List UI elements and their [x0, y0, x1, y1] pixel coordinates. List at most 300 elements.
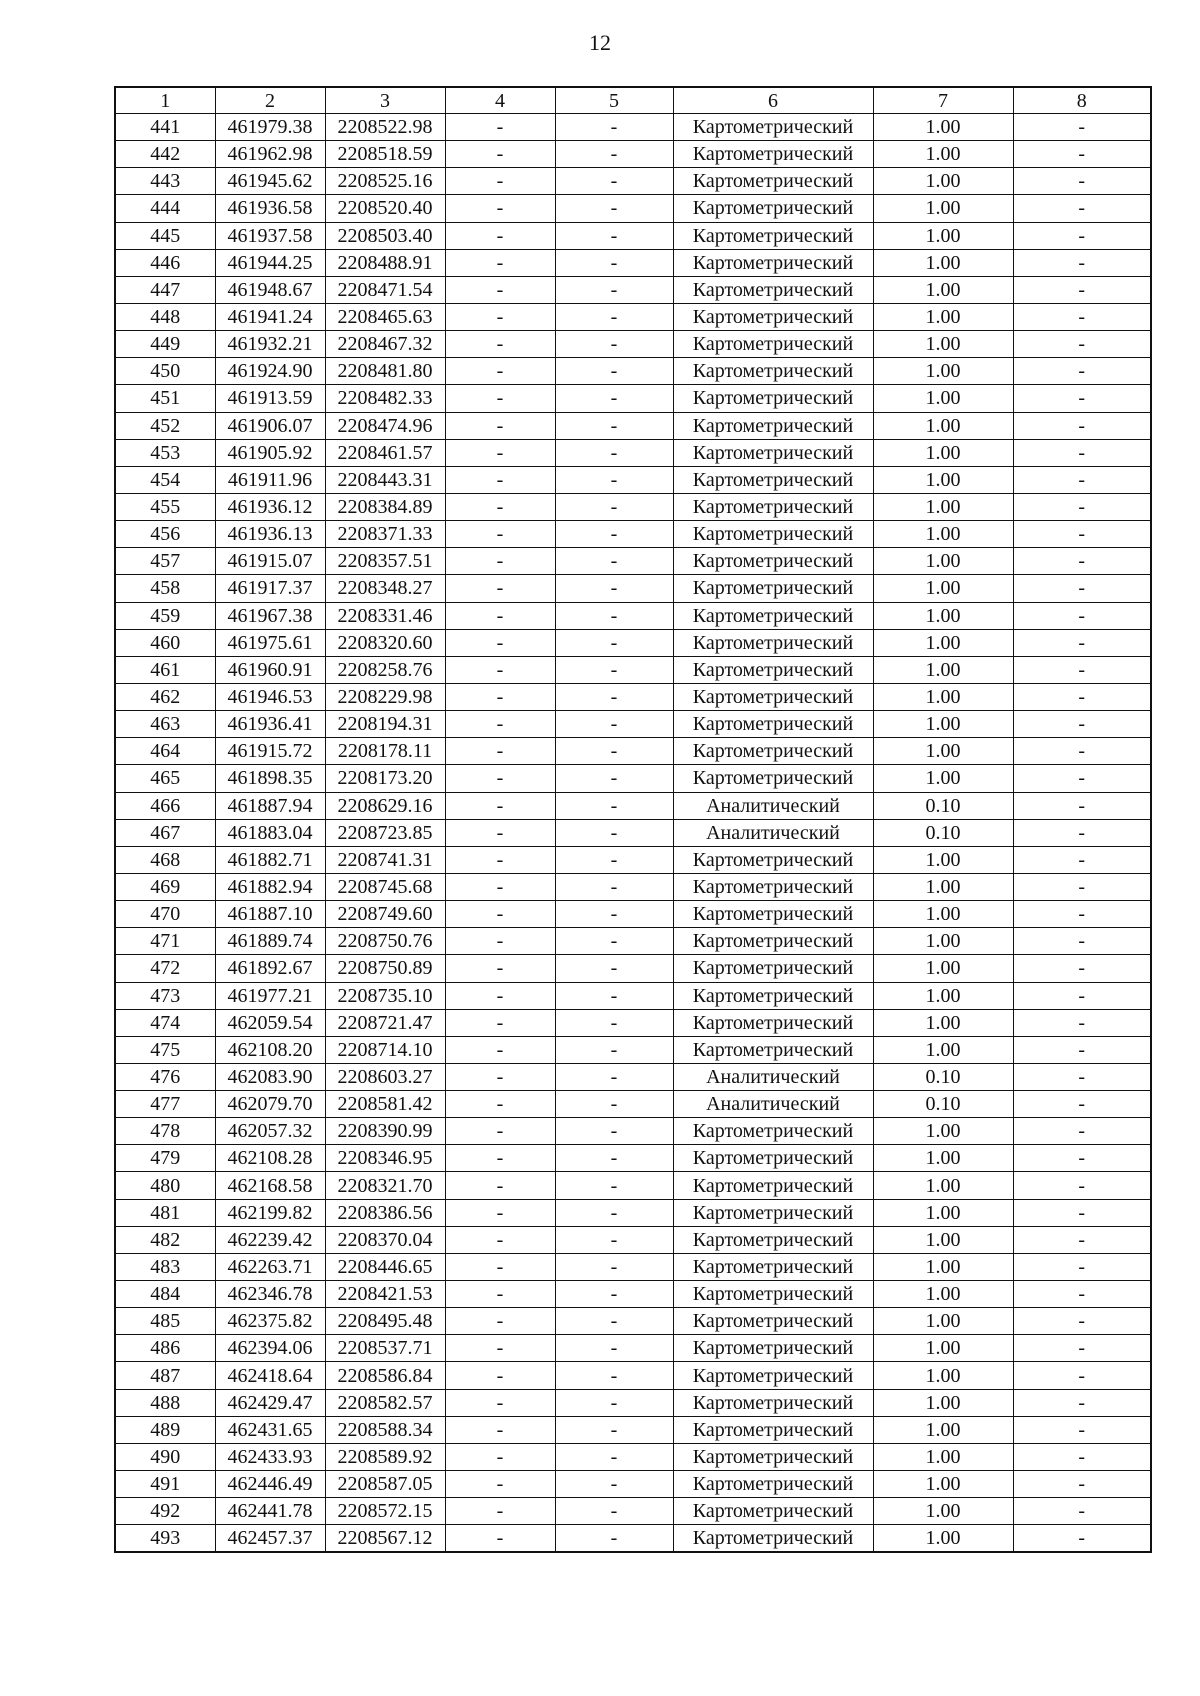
- table-cell-col7: 1.00: [873, 1172, 1013, 1199]
- table-cell-col7: 1.00: [873, 303, 1013, 330]
- table-cell-col3: 2208629.16: [325, 792, 445, 819]
- table-cell-col6: Картометрический: [673, 249, 873, 276]
- table-cell-col7: 1.00: [873, 656, 1013, 683]
- table-cell-col5: -: [555, 1443, 673, 1470]
- table-cell-col8: -: [1013, 873, 1151, 900]
- table-cell-col5: -: [555, 1172, 673, 1199]
- table-cell-col7: 1.00: [873, 222, 1013, 249]
- table-cell-col2: 461911.96: [215, 466, 325, 493]
- column-header-4: 4: [445, 87, 555, 114]
- table-cell-col5: -: [555, 955, 673, 982]
- table-cell-col3: 2208714.10: [325, 1036, 445, 1063]
- table-cell-col4: -: [445, 928, 555, 955]
- table-cell-col6: Картометрический: [673, 1009, 873, 1036]
- table-cell-col4: -: [445, 1443, 555, 1470]
- table-cell-col1: 481: [115, 1199, 215, 1226]
- table-cell-col4: -: [445, 466, 555, 493]
- table-cell-col8: -: [1013, 819, 1151, 846]
- table-cell-col4: -: [445, 195, 555, 222]
- table-cell-col6: Картометрический: [673, 765, 873, 792]
- table-cell-col7: 1.00: [873, 493, 1013, 520]
- table-row: [115, 846, 1151, 873]
- table-cell-col8: -: [1013, 303, 1151, 330]
- table-row: [115, 548, 1151, 575]
- table-cell-col1: 469: [115, 873, 215, 900]
- table-row: [115, 1471, 1151, 1498]
- table-row: [115, 358, 1151, 385]
- table-cell-col4: -: [445, 1036, 555, 1063]
- table-cell-col4: -: [445, 792, 555, 819]
- table-cell-col5: -: [555, 1362, 673, 1389]
- table-cell-col7: 1.00: [873, 1471, 1013, 1498]
- table-cell-col5: -: [555, 1009, 673, 1036]
- table-cell-col2: 462108.20: [215, 1036, 325, 1063]
- table-cell-col4: -: [445, 1525, 555, 1553]
- table-row: [115, 1308, 1151, 1335]
- table-cell-col4: -: [445, 873, 555, 900]
- table-cell-col3: 2208749.60: [325, 901, 445, 928]
- table-cell-col2: 461915.72: [215, 738, 325, 765]
- table-cell-col2: 462079.70: [215, 1091, 325, 1118]
- column-header-8: 8: [1013, 87, 1151, 114]
- table-cell-col2: 461944.25: [215, 249, 325, 276]
- table-cell-col6: Картометрический: [673, 1416, 873, 1443]
- table-cell-col1: 484: [115, 1281, 215, 1308]
- column-header-3: 3: [325, 87, 445, 114]
- table-row: [115, 114, 1151, 141]
- table-cell-col1: 491: [115, 1471, 215, 1498]
- table-cell-col1: 482: [115, 1226, 215, 1253]
- table-cell-col1: 472: [115, 955, 215, 982]
- table-cell-col5: -: [555, 222, 673, 249]
- table-cell-col5: -: [555, 114, 673, 141]
- table-cell-col3: 2208482.33: [325, 385, 445, 412]
- table-cell-col3: 2208586.84: [325, 1362, 445, 1389]
- table-cell-col5: -: [555, 901, 673, 928]
- table-body: [115, 114, 1151, 1553]
- table-cell-col2: 462346.78: [215, 1281, 325, 1308]
- table-cell-col4: -: [445, 1118, 555, 1145]
- table-cell-col6: Аналитический: [673, 1091, 873, 1118]
- table-cell-col2: 461977.21: [215, 982, 325, 1009]
- table-cell-col2: 462433.93: [215, 1443, 325, 1470]
- table-cell-col1: 473: [115, 982, 215, 1009]
- table-row: [115, 1362, 1151, 1389]
- table-cell-col8: -: [1013, 1281, 1151, 1308]
- table-cell-col7: 1.00: [873, 276, 1013, 303]
- table-cell-col8: -: [1013, 1063, 1151, 1090]
- table-cell-col5: -: [555, 711, 673, 738]
- table-cell-col3: 2208390.99: [325, 1118, 445, 1145]
- table-cell-col3: 2208582.57: [325, 1389, 445, 1416]
- table-cell-col2: 462168.58: [215, 1172, 325, 1199]
- table-cell-col8: -: [1013, 439, 1151, 466]
- table-cell-col7: 1.00: [873, 385, 1013, 412]
- table-row: [115, 1145, 1151, 1172]
- table-cell-col7: 1.00: [873, 521, 1013, 548]
- table-cell-col2: 461967.38: [215, 602, 325, 629]
- table-cell-col1: 441: [115, 114, 215, 141]
- table-cell-col5: -: [555, 493, 673, 520]
- table-cell-col6: Картометрический: [673, 1471, 873, 1498]
- table-cell-col1: 461: [115, 656, 215, 683]
- table-cell-col7: 1.00: [873, 141, 1013, 168]
- table-row: [115, 1389, 1151, 1416]
- table-cell-col2: 461945.62: [215, 168, 325, 195]
- table-cell-col4: -: [445, 358, 555, 385]
- table-cell-col2: 461948.67: [215, 276, 325, 303]
- table-cell-col3: 2208443.31: [325, 466, 445, 493]
- table-cell-col5: -: [555, 1091, 673, 1118]
- table-cell-col3: 2208346.95: [325, 1145, 445, 1172]
- table-cell-col4: -: [445, 1281, 555, 1308]
- table-cell-col6: Картометрический: [673, 656, 873, 683]
- table-cell-col4: -: [445, 629, 555, 656]
- table-cell-col2: 462431.65: [215, 1416, 325, 1443]
- table-cell-col7: 1.00: [873, 982, 1013, 1009]
- coordinates-table: [114, 86, 1152, 1553]
- table-cell-col8: -: [1013, 1253, 1151, 1280]
- table-cell-col4: -: [445, 168, 555, 195]
- table-cell-col6: Картометрический: [673, 1172, 873, 1199]
- table-cell-col3: 2208467.32: [325, 331, 445, 358]
- table-cell-col8: -: [1013, 656, 1151, 683]
- table-cell-col8: -: [1013, 1036, 1151, 1063]
- table-cell-col3: 2208321.70: [325, 1172, 445, 1199]
- table-cell-col2: 461892.67: [215, 955, 325, 982]
- table-row: [115, 1253, 1151, 1280]
- table-cell-col3: 2208525.16: [325, 168, 445, 195]
- table-cell-col3: 2208331.46: [325, 602, 445, 629]
- table-cell-col5: -: [555, 1308, 673, 1335]
- table-cell-col2: 462057.32: [215, 1118, 325, 1145]
- table-cell-col1: 471: [115, 928, 215, 955]
- table-header: [115, 87, 1151, 114]
- table-cell-col1: 493: [115, 1525, 215, 1553]
- table-cell-col6: Картометрический: [673, 521, 873, 548]
- table-row: [115, 141, 1151, 168]
- table-cell-col1: 446: [115, 249, 215, 276]
- table-cell-col2: 462263.71: [215, 1253, 325, 1280]
- table-cell-col1: 485: [115, 1308, 215, 1335]
- table-cell-col8: -: [1013, 738, 1151, 765]
- table-cell-col3: 2208537.71: [325, 1335, 445, 1362]
- table-cell-col2: 461975.61: [215, 629, 325, 656]
- table-cell-col3: 2208750.89: [325, 955, 445, 982]
- table-cell-col5: -: [555, 1063, 673, 1090]
- table-cell-col2: 461882.94: [215, 873, 325, 900]
- table-cell-col5: -: [555, 629, 673, 656]
- table-cell-col2: 462083.90: [215, 1063, 325, 1090]
- table-cell-col1: 443: [115, 168, 215, 195]
- table-cell-col4: -: [445, 521, 555, 548]
- table-cell-col6: Картометрический: [673, 1118, 873, 1145]
- table-row: [115, 195, 1151, 222]
- table-row: [115, 1199, 1151, 1226]
- table-row: [115, 1063, 1151, 1090]
- column-header-2: 2: [215, 87, 325, 114]
- table-cell-col7: 0.10: [873, 1091, 1013, 1118]
- table-row: [115, 683, 1151, 710]
- table-cell-col2: 462446.49: [215, 1471, 325, 1498]
- table-row: [115, 493, 1151, 520]
- table-row: [115, 575, 1151, 602]
- table-cell-col6: Картометрический: [673, 331, 873, 358]
- table-cell-col5: -: [555, 846, 673, 873]
- table-cell-col8: -: [1013, 711, 1151, 738]
- table-cell-col5: -: [555, 303, 673, 330]
- table-cell-col6: Картометрический: [673, 873, 873, 900]
- table-cell-col5: -: [555, 141, 673, 168]
- table-cell-col1: 455: [115, 493, 215, 520]
- table-cell-col6: Картометрический: [673, 412, 873, 439]
- table-row: [115, 901, 1151, 928]
- table-cell-col3: 2208474.96: [325, 412, 445, 439]
- table-cell-col8: -: [1013, 1145, 1151, 1172]
- table-cell-col3: 2208495.48: [325, 1308, 445, 1335]
- table-cell-col5: -: [555, 466, 673, 493]
- table-cell-col6: Картометрический: [673, 629, 873, 656]
- table-cell-col3: 2208518.59: [325, 141, 445, 168]
- table-cell-col3: 2208371.33: [325, 521, 445, 548]
- table-cell-col3: 2208588.34: [325, 1416, 445, 1443]
- table-cell-col4: -: [445, 1172, 555, 1199]
- table-cell-col2: 462199.82: [215, 1199, 325, 1226]
- table-cell-col3: 2208357.51: [325, 548, 445, 575]
- table-cell-col1: 444: [115, 195, 215, 222]
- table-cell-col5: -: [555, 1145, 673, 1172]
- table-cell-col7: 1.00: [873, 114, 1013, 141]
- table-cell-col7: 1.00: [873, 1308, 1013, 1335]
- table-cell-col1: 478: [115, 1118, 215, 1145]
- table-cell-col4: -: [445, 1091, 555, 1118]
- table-cell-col4: -: [445, 412, 555, 439]
- table-cell-col3: 2208503.40: [325, 222, 445, 249]
- table-cell-col1: 447: [115, 276, 215, 303]
- table-cell-col7: 1.00: [873, 331, 1013, 358]
- table-cell-col8: -: [1013, 521, 1151, 548]
- table-row: [115, 1281, 1151, 1308]
- table-cell-col6: Аналитический: [673, 1063, 873, 1090]
- header-row: [115, 87, 1151, 114]
- table-cell-col6: Картометрический: [673, 276, 873, 303]
- table-cell-col2: 462418.64: [215, 1362, 325, 1389]
- table-cell-col3: 2208446.65: [325, 1253, 445, 1280]
- table-cell-col8: -: [1013, 548, 1151, 575]
- table-cell-col6: Картометрический: [673, 711, 873, 738]
- table-cell-col2: 462375.82: [215, 1308, 325, 1335]
- table-cell-col4: -: [445, 114, 555, 141]
- table-cell-col8: -: [1013, 1525, 1151, 1553]
- table-cell-col7: 1.00: [873, 1118, 1013, 1145]
- table-cell-col6: Картометрический: [673, 358, 873, 385]
- table-cell-col6: Аналитический: [673, 792, 873, 819]
- table-cell-col4: -: [445, 819, 555, 846]
- table-cell-col8: -: [1013, 683, 1151, 710]
- table-cell-col2: 461915.07: [215, 548, 325, 575]
- table-row: [115, 955, 1151, 982]
- table-cell-col1: 452: [115, 412, 215, 439]
- table-cell-col4: -: [445, 1471, 555, 1498]
- table-cell-col3: 2208735.10: [325, 982, 445, 1009]
- table-cell-col5: -: [555, 276, 673, 303]
- table-cell-col8: -: [1013, 412, 1151, 439]
- table-cell-col2: 461936.41: [215, 711, 325, 738]
- table-cell-col4: -: [445, 765, 555, 792]
- table-cell-col8: -: [1013, 168, 1151, 195]
- table-cell-col2: 461960.91: [215, 656, 325, 683]
- table-cell-col8: -: [1013, 1091, 1151, 1118]
- table-cell-col2: 461913.59: [215, 385, 325, 412]
- table-cell-col6: Картометрический: [673, 1389, 873, 1416]
- table-cell-col7: 1.00: [873, 195, 1013, 222]
- table-cell-col7: 1.00: [873, 955, 1013, 982]
- table-row: [115, 656, 1151, 683]
- column-header-5: 5: [555, 87, 673, 114]
- table-cell-col6: Картометрический: [673, 114, 873, 141]
- table-cell-col3: 2208461.57: [325, 439, 445, 466]
- table-cell-col4: -: [445, 1416, 555, 1443]
- table-cell-col2: 462429.47: [215, 1389, 325, 1416]
- table-cell-col5: -: [555, 331, 673, 358]
- table-cell-col6: Аналитический: [673, 819, 873, 846]
- table-cell-col6: Картометрический: [673, 738, 873, 765]
- table-cell-col4: -: [445, 222, 555, 249]
- table-cell-col7: 1.00: [873, 1253, 1013, 1280]
- table-cell-col2: 462394.06: [215, 1335, 325, 1362]
- table-row: [115, 331, 1151, 358]
- table-cell-col7: 1.00: [873, 901, 1013, 928]
- table-cell-col2: 462059.54: [215, 1009, 325, 1036]
- table-cell-col6: Картометрический: [673, 1308, 873, 1335]
- table-cell-col7: 1.00: [873, 928, 1013, 955]
- table-cell-col8: -: [1013, 955, 1151, 982]
- table-cell-col1: 463: [115, 711, 215, 738]
- table-cell-col5: -: [555, 928, 673, 955]
- table-row: [115, 629, 1151, 656]
- table-cell-col6: Картометрический: [673, 846, 873, 873]
- table-cell-col3: 2208567.12: [325, 1525, 445, 1553]
- table-cell-col1: 450: [115, 358, 215, 385]
- table-cell-col6: Картометрический: [673, 195, 873, 222]
- table-cell-col6: Картометрический: [673, 1036, 873, 1063]
- table-cell-col5: -: [555, 1118, 673, 1145]
- table-row: [115, 765, 1151, 792]
- table-cell-col8: -: [1013, 1389, 1151, 1416]
- table-cell-col3: 2208750.76: [325, 928, 445, 955]
- table-cell-col2: 461937.58: [215, 222, 325, 249]
- table-cell-col4: -: [445, 1063, 555, 1090]
- table-cell-col8: -: [1013, 1118, 1151, 1145]
- table-cell-col2: 462441.78: [215, 1498, 325, 1525]
- table-cell-col3: 2208421.53: [325, 1281, 445, 1308]
- table-cell-col5: -: [555, 765, 673, 792]
- table-cell-col6: Картометрический: [673, 1362, 873, 1389]
- table-cell-col1: 467: [115, 819, 215, 846]
- table-cell-col1: 479: [115, 1145, 215, 1172]
- table-cell-col7: 1.00: [873, 711, 1013, 738]
- table-cell-col7: 1.00: [873, 412, 1013, 439]
- table-row: [115, 1525, 1151, 1553]
- table-cell-col3: 2208572.15: [325, 1498, 445, 1525]
- table-cell-col4: -: [445, 331, 555, 358]
- table-cell-col2: 462239.42: [215, 1226, 325, 1253]
- table-cell-col1: 448: [115, 303, 215, 330]
- table-cell-col2: 461936.13: [215, 521, 325, 548]
- table-cell-col7: 1.00: [873, 1281, 1013, 1308]
- table-cell-col5: -: [555, 683, 673, 710]
- table-cell-col3: 2208194.31: [325, 711, 445, 738]
- table-cell-col4: -: [445, 1199, 555, 1226]
- table-row: [115, 439, 1151, 466]
- table-cell-col7: 1.00: [873, 765, 1013, 792]
- table-cell-col4: -: [445, 1389, 555, 1416]
- table-cell-col5: -: [555, 656, 673, 683]
- table-cell-col8: -: [1013, 331, 1151, 358]
- table-cell-col5: -: [555, 1335, 673, 1362]
- table-cell-col1: 480: [115, 1172, 215, 1199]
- table-cell-col4: -: [445, 1362, 555, 1389]
- table-cell-col4: -: [445, 1009, 555, 1036]
- table-cell-col7: 1.00: [873, 1036, 1013, 1063]
- table-cell-col6: Картометрический: [673, 955, 873, 982]
- table-cell-col2: 462457.37: [215, 1525, 325, 1553]
- table-cell-col5: -: [555, 439, 673, 466]
- table-cell-col4: -: [445, 575, 555, 602]
- table-cell-col7: 0.10: [873, 1063, 1013, 1090]
- table-cell-col3: 2208589.92: [325, 1443, 445, 1470]
- table-cell-col3: 2208481.80: [325, 358, 445, 385]
- table-cell-col1: 459: [115, 602, 215, 629]
- table-cell-col4: -: [445, 602, 555, 629]
- table-cell-col1: 486: [115, 1335, 215, 1362]
- table-cell-col4: -: [445, 1308, 555, 1335]
- table-cell-col6: Картометрический: [673, 222, 873, 249]
- table-row: [115, 168, 1151, 195]
- table-cell-col5: -: [555, 521, 673, 548]
- table-cell-col8: -: [1013, 846, 1151, 873]
- table-cell-col5: -: [555, 1199, 673, 1226]
- table-cell-col3: 2208581.42: [325, 1091, 445, 1118]
- table-cell-col8: -: [1013, 602, 1151, 629]
- table-cell-col1: 454: [115, 466, 215, 493]
- table-cell-col8: -: [1013, 1416, 1151, 1443]
- table-cell-col8: -: [1013, 141, 1151, 168]
- table-cell-col1: 445: [115, 222, 215, 249]
- table-cell-col5: -: [555, 873, 673, 900]
- table-cell-col5: -: [555, 249, 673, 276]
- table-cell-col5: -: [555, 792, 673, 819]
- table-cell-col2: 461962.98: [215, 141, 325, 168]
- table-cell-col5: -: [555, 1281, 673, 1308]
- table-row: [115, 276, 1151, 303]
- table-cell-col5: -: [555, 1525, 673, 1553]
- table-row: [115, 1335, 1151, 1362]
- table-cell-col7: 1.00: [873, 1009, 1013, 1036]
- table-cell-col8: -: [1013, 195, 1151, 222]
- table-cell-col4: -: [445, 656, 555, 683]
- table-cell-col1: 451: [115, 385, 215, 412]
- table-cell-col8: -: [1013, 493, 1151, 520]
- table-cell-col2: 461932.21: [215, 331, 325, 358]
- table-cell-col3: 2208723.85: [325, 819, 445, 846]
- table-cell-col3: 2208520.40: [325, 195, 445, 222]
- table-cell-col7: 1.00: [873, 1525, 1013, 1553]
- table-cell-col8: -: [1013, 114, 1151, 141]
- page-number: 12: [589, 30, 611, 55]
- table-cell-col4: -: [445, 1335, 555, 1362]
- table-row: [115, 819, 1151, 846]
